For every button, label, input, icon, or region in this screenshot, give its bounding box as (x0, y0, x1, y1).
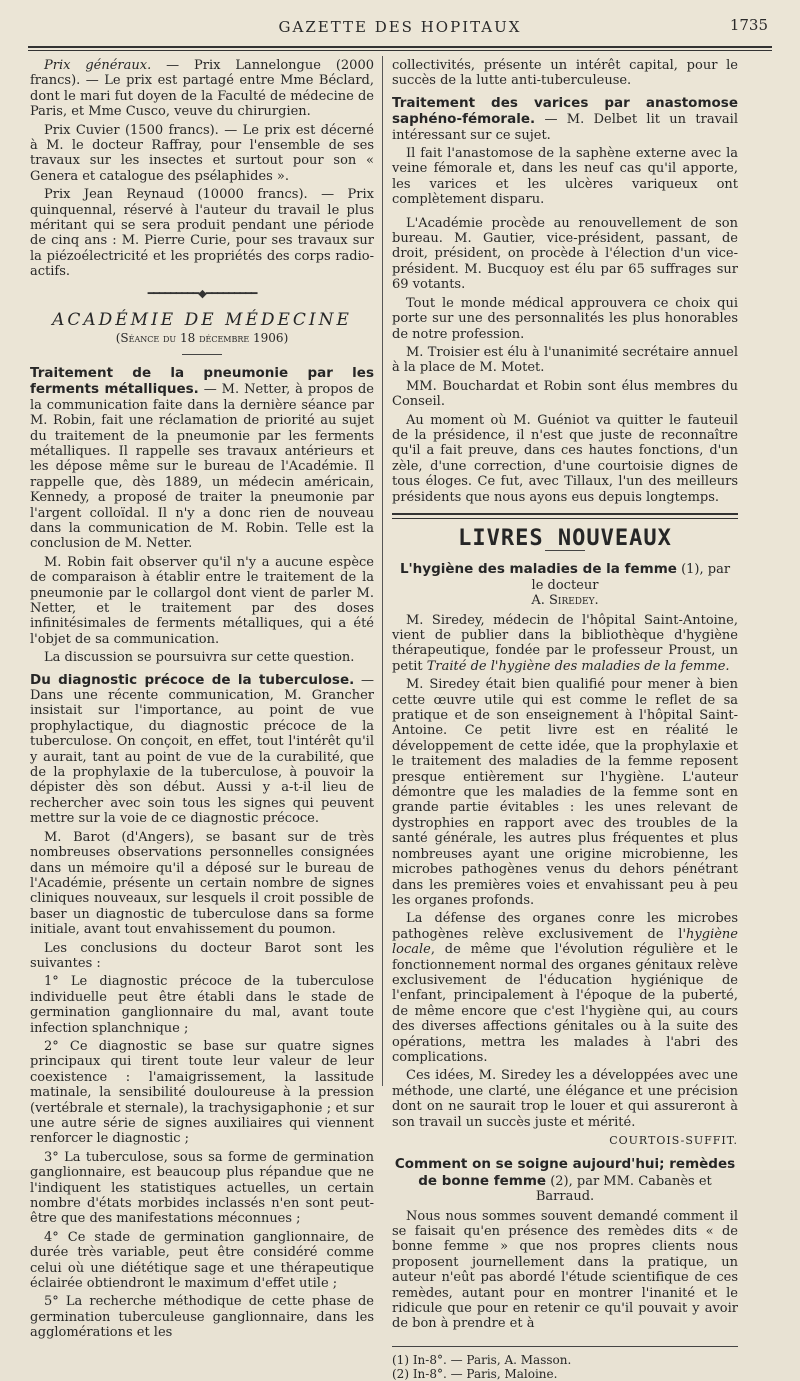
review-signature: COURTOIS-SUFFIT. (609, 1134, 738, 1147)
tuberculose-heading: Du diagnostic précoce de la tuberculose. (30, 671, 355, 688)
prix-generaux-label: Prix généraux. (44, 58, 152, 73)
column-separator (382, 56, 383, 1086)
hygiene-p1-text: M. Siredey, médecin de l'hôpital Saint-Antoine, vient de publier dans la bibliothèque d'hygiène thérapeutique, fondée par le professeur Proust, un petit (392, 612, 738, 674)
bureau-p4: MM. Bouchardat et Robin sont élus membres du Conseil. (392, 378, 738, 410)
running-head (20, 18, 780, 44)
page-number: 1735 (729, 16, 768, 34)
bureau-p1: L'Académie procède au renouvellement de son bureau. M. Gautier, vice-président, passant, de droit, président, on procède à l'élection d'un vice-président. M. Bucquoy est élu par 65 suffrages sur 69 votants. (392, 215, 738, 293)
pneumonie-p3: La discussion se poursuivra sur cette question. (44, 650, 355, 666)
bureau-p2: Tout le monde médical approuvera ce choix qui porte sur une des personnalités les plus honorables de notre profession. (392, 295, 738, 342)
livres-nouveaux-title: LIVRES NOUVEAUX (458, 525, 672, 551)
hygiene-p3-b: , de même que l'évolution régulière et le fonctionnement normal des organes génitaux relève exclusivement de l'éducation hygiénique de l'enfant, principalement à l'époque de la puberté, de même encore que c'est l'hygiène qui, au cours des diverses affections génitales ou à la suite des opérations, mettra les malades à l'abri des complications. (392, 942, 738, 1065)
hygiene-heading-line (392, 561, 738, 608)
prix-reynaud: Prix Jean Reynaud (10000 francs). — Prix quinquennal, réservé à l'auteur du travail le plus méritant qui se sera produit pendant une période de cinq ans : M. Pierre Curie, pour ses travaux sur la piézoélectricité et les propriétés des corps radio-actifs. (30, 187, 374, 280)
short-rule (182, 354, 222, 355)
footnote-1: (1) In-8°. — Paris, A. Masson. (392, 1352, 572, 1367)
hygiene-p4: Ces idées, M. Siredey les a développées avec une méthode, une clarté, une élégance et une précision dont on ne saurait trop le louer et qui assureront à son travail un succès juste et mérité. (392, 1068, 738, 1130)
hygiene-author: A. Siredey. (531, 593, 599, 609)
hygiene-p3-italic: hygiène locale (392, 926, 738, 958)
continuation-text: collectivités, présente un intérêt capital, pour le succès de la lutte anti-tuberculeuse. (392, 58, 738, 89)
hygiene-book-title: Traité de l'hygiène des maladies de la femme. (426, 658, 730, 674)
left-column (30, 58, 374, 1344)
conclusions-list (30, 974, 374, 1340)
academy-title: ACADÉMIE DE MÉDECINE (52, 310, 352, 331)
conclusion-2: 2° Ce diagnostic se base sur quatre signes principaux qui tirent toute leur valeur de leur coexistence : l'amaigrissement, la lassitude matinale, la sensibilité douloureuse à la pression (vertébrale et sternale), la trachysigaphonie ; et sur une autre série de signes auxiliaires qui viennent renforcer le diagnostic ; (30, 1038, 374, 1147)
prix-cuvier: Prix Cuvier (1500 francs). — Le prix est décerné à M. le docteur Raffray, pour l'ensemble de ses travaux sur les insectes et surtout pour son « Genera et catalogue des psélaphides ». (30, 122, 374, 184)
hygiene-heading-ref: (1), par le docteur (531, 562, 731, 593)
tuberculose-text: — Dans une récente communication, M. Grancher insistait sur l'importance, au point de vue prophylactique, du diagnostic précoce de la tuberculose. On conçoit, en effet, tout l'intérêt qu'il y aurait, tant au point de vue de la curabilité, que de la prophylaxie de la tuberculose, à pouvoir la dépister dès son début. Aussi y a-t-il lieu de rechercher avec soin tous les signes qui peuvent mettre sur la voie de ce diagnostic précoce. (30, 672, 375, 827)
tuberculose-p2: M. Barot (d'Angers), se basant sur de très nombreuses observations personnelles consignées dans un mémoire qu'il a déposé sur le bureau de l'Académie, présente un certain nombre de signes cliniques nouveaux, sur lesquels il croit possible de baser un diagnostic de tuberculose dans sa forme initiale, avant tout envahissement du poumon. (30, 829, 374, 938)
conclusion-5: 5° La recherche méthodique de cette phase de germination tuberculeuse ganglionnaire, dans les agglomérations et les (30, 1294, 374, 1341)
hygiene-p2: M. Siredey était bien qualifié pour mener à bien cette œuvre utile qui est comme le reflet de sa pratique et de son enseignement à l'hôpital Saint-Antoine. Ce petit livre est en réalité le développement de cette idée, que la prophylaxie et le traitement des maladies de la femme reposent presque entièrement sur l'hygiène. L'auteur démontre que les maladies de la femme sont en grande partie évitables : les unes relevant de dystrophies en rapport avec des troubles de la santé générale, les autres plus fréquentes et plus nombreuses ayant une origine microbienne, les microbes pathogènes venus du dehors pénétrant dans les premières voies et envahissant peu à peu les organes profonds. (392, 677, 738, 908)
varices-paragraph (392, 95, 738, 143)
conclusion-3: 3° La tuberculose, sous sa forme de germination ganglionnaire, est beaucoup plus répandue que ne l'indiquent les statistiques actuelles, un certain nombre d'états morbides inclassés n'en sont peut-être que des manifestations méconnues ; (30, 1149, 374, 1227)
bureau-p3: M. Troisier est élu à l'unanimité secrétaire annuel à la place de M. Motet. (392, 344, 738, 376)
pneumonie-paragraph (30, 365, 374, 552)
pneumonie-text: — M. Netter, à propos de la communication faite dans la dernière séance par M. Robin, fait une réclamation de priorité au sujet du traitement de la pneumonie par les ferments métalliques. Il rappelle ses travaux antérieurs et les dépose même sur le bureau de l'Académie. Il rappelle que, dès 1889, un médecin américain, Kennedy, a proposé de traiter la pneumonie par l'argent colloïdal. Il n'y a donc rien de nouveau dans la communication de M. Robin. Telle est la conclusion de M. Netter. (30, 382, 374, 552)
varices-text: — M. Delbet lit un travail intéressant sur ce sujet. (392, 112, 738, 143)
pneumonie-heading: Traitement de la pneumonie par les ferments métalliques. (30, 364, 374, 398)
remedes-p1: Nous nous sommes souvent demandé comment il se faisait qu'en présence des remèdes dits « de bonne femme » que nos propres clients nous proposent journellement dans la pratique, un auteur n'eût pas abordé l'étude scientifique de ces remèdes, autant pour en montrer l'inanité et le ridicule que pour en retenir ce qu'il pouvait y avoir de bon à prendre et à (392, 1208, 738, 1332)
remedes-heading-line (392, 1156, 738, 1204)
pneumonie-p2: M. Robin fait observer qu'il n'y a aucune espèce de comparaison à établir entre le traitement de la pneumonie par le collargol dont vient de parler M. Netter, et le traitement par des doses infinitésimales de ferments métalliques, qui a été l'objet de sa communication. (30, 554, 374, 647)
hygiene-p3 (392, 911, 738, 1065)
right-column (392, 58, 738, 1381)
tuberculose-paragraph (30, 672, 374, 827)
hygiene-p3-a: La défense des organes conre les microbes pathogènes relève exclusivement de l' (392, 911, 738, 942)
header-rule (28, 46, 772, 51)
conclusion-4: 4° Ce stade de germination ganglionnaire, de durée très variable, peut être considéré comme celui où une diététique sage et une thérapeutique éclairée obtiendront le maximum d'effet utile ; (30, 1229, 374, 1292)
prix-generaux-text: — Prix Lannelongue (2000 francs). — Le prix est partagé entre Mme Béclard, dont le mari fut doyen de la Faculté de médecine de Paris, et Mme Cusco, veuve du chirurgien. (30, 58, 374, 120)
hygiene-heading: L'hygiène des maladies de la femme (399, 561, 677, 578)
varices-heading: Traitement des varices par anastomose saphéno-fémorale. (392, 94, 738, 128)
hygiene-p1 (392, 613, 738, 675)
running-title: GAZETTE DES HOPITAUX (278, 18, 522, 36)
prix-generaux (30, 58, 374, 120)
remedes-heading-ref: (2), par MM. Cabanès et Barraud. (535, 1173, 712, 1205)
tuberculose-p3: Les conclusions du docteur Barot sont les suivantes : (30, 940, 374, 971)
bureau-p5: Au moment où M. Guéniot va quitter le fauteuil de la présidence, il n'est que juste de reconnaître qu'il a fait preuve, dans ces hautes fonctions, d'un zèle, d'une correction, d'une courtoisie dignes de tous éloges. Ce fut, avec Tillaux, l'un des meilleurs présidents que nous ayons eus depuis longtemps. (392, 412, 738, 505)
footnote-rule (392, 1346, 738, 1347)
remedes-heading: Comment on se soigne aujourd'hui; remèdes de bonne femme (394, 1156, 736, 1189)
academy-session: (Séance du 18 décembre 1906) (115, 330, 289, 345)
conclusion-1: 1° Le diagnostic précoce de la tuberculose individuelle peut être établi dans le stade de germination ganglionnaire du mal, avant toute infection splanchnique ; (30, 974, 374, 1036)
footnote-2: (2) In-8°. — Paris, Maloine. (392, 1366, 558, 1381)
ornament-rule: ━━━━━━━━━◆━━━━━━━━━ (147, 286, 257, 300)
section-double-rule (392, 513, 738, 519)
varices-p2: Il fait l'anastomose de la saphène externe avec la veine fémorale et, dans les neuf cas qu'il apporte, les varices et les ulcères variqueux ont complètement disparu. (392, 146, 738, 208)
